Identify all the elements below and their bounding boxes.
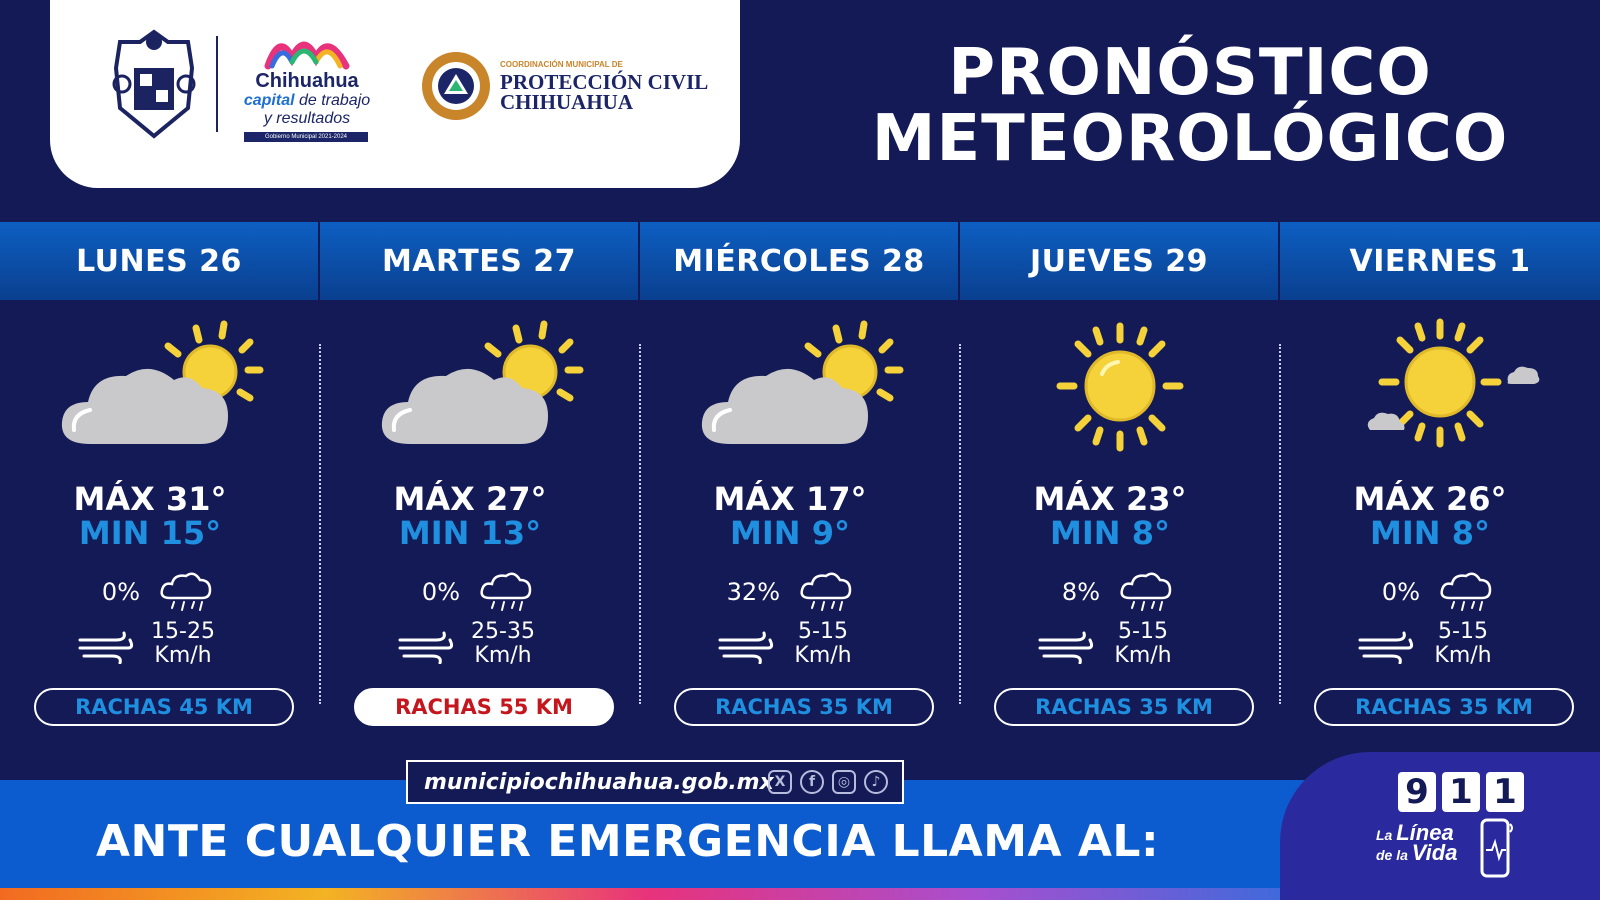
city-shield-icon	[108, 28, 200, 140]
rain-cloud-icon	[1118, 570, 1174, 614]
logo-card	[50, 0, 740, 188]
tag-dela: de la	[1376, 847, 1408, 863]
wind-speed	[1418, 620, 1508, 668]
max-temp: MÁX 17°	[713, 480, 867, 518]
gust-badge-alert: RACHAS 55 KM	[354, 688, 614, 726]
digit: 1	[1486, 772, 1524, 812]
tag-vida: Vida	[1411, 840, 1458, 865]
partly-cloudy-icon	[690, 318, 910, 458]
rainbow-stripe	[0, 888, 1300, 900]
wind-icon	[1358, 630, 1414, 664]
max-temp: MÁX 31°	[73, 480, 227, 518]
wind-unit: Km/h	[154, 643, 212, 668]
rain-row	[1350, 570, 1530, 620]
chihuahua-mark-icon	[262, 28, 352, 70]
wind-unit: Km/h	[474, 643, 532, 668]
x-icon[interactable]: X	[768, 770, 792, 794]
website-link[interactable]: municipiochihuahua.gob.mx	[424, 769, 774, 795]
wind-row	[78, 620, 278, 670]
forecast-column	[320, 300, 640, 740]
tagline-trabajo: de trabajo	[294, 92, 371, 109]
mostly-sunny-icon	[1330, 318, 1550, 458]
social-icons	[768, 770, 888, 794]
gust-badge: RACHAS 35 KM	[674, 688, 934, 726]
max-temp: MÁX 27°	[393, 480, 547, 518]
day-header: VIERNES 1	[1280, 222, 1600, 300]
tagline-capital: capital	[243, 92, 295, 109]
chihuahua-logo	[232, 28, 382, 146]
linea-vida-tag	[1376, 820, 1458, 865]
rain-probability: 8%	[1061, 578, 1100, 606]
forecast-column	[1280, 300, 1600, 740]
min-temp: MIN 8°	[1050, 514, 1170, 552]
proteccion-civil-line1: PROTECCIÓN CIVIL	[500, 70, 709, 94]
forecast-column	[960, 300, 1280, 740]
proteccion-civil-emblem-icon	[418, 48, 494, 124]
digit: 1	[1442, 772, 1480, 812]
wind-speed	[1098, 620, 1188, 668]
wind-unit: Km/h	[1434, 643, 1492, 668]
min-temp: MIN 8°	[1370, 514, 1490, 552]
sunny-icon	[1010, 318, 1230, 458]
tag-linea: Línea	[1396, 820, 1454, 845]
proteccion-civil-small: COORDINACIÓN MUNICIPAL DE	[500, 60, 623, 69]
max-temp: MÁX 23°	[1033, 480, 1187, 518]
logo-divider	[216, 36, 218, 132]
min-temp: MIN 13°	[398, 514, 542, 552]
title-line2: METEOROLÓGICO	[871, 102, 1509, 176]
wind-unit: Km/h	[1114, 643, 1172, 668]
wind-icon	[398, 630, 454, 664]
tagline-resultados: y resultados	[263, 110, 351, 127]
day-header: LUNES 26	[0, 222, 320, 300]
emergency-number	[1398, 772, 1524, 812]
chihuahua-logo-title: Chihuahua	[255, 70, 359, 92]
wind-icon	[1038, 630, 1094, 664]
proteccion-civil-line2: CHIHUAHUA	[500, 90, 634, 114]
wind-unit: Km/h	[794, 643, 852, 668]
title-line1: PRONÓSTICO	[948, 36, 1432, 110]
wind-icon	[718, 630, 774, 664]
rain-cloud-icon	[1438, 570, 1494, 614]
day-header-bar	[0, 222, 1600, 300]
wind-row	[718, 620, 918, 670]
partly-cloudy-icon	[50, 318, 270, 458]
rain-probability: 0%	[421, 578, 460, 606]
facebook-icon[interactable]: f	[800, 770, 824, 794]
day-header: MARTES 27	[320, 222, 640, 300]
gust-badge: RACHAS 35 KM	[1314, 688, 1574, 726]
chihuahua-logo-tagline	[232, 92, 382, 128]
proteccion-civil-logo	[418, 48, 708, 128]
wind-range: 15-25	[151, 619, 215, 644]
chihuahua-gov-label: Gobierno Municipal 2021-2024	[244, 132, 368, 142]
max-temp: MÁX 26°	[1353, 480, 1507, 518]
wind-icon	[78, 630, 134, 664]
wind-range: 25-35	[471, 619, 535, 644]
wind-row	[1038, 620, 1238, 670]
wind-speed	[138, 620, 228, 668]
digit: 9	[1398, 772, 1436, 812]
wind-row	[398, 620, 598, 670]
rain-cloud-icon	[478, 570, 534, 614]
gust-badge: RACHAS 35 KM	[994, 688, 1254, 726]
day-header: JUEVES 29	[960, 222, 1280, 300]
instagram-icon[interactable]: ◎	[832, 770, 856, 794]
rain-row	[70, 570, 250, 620]
phone-icon	[1476, 816, 1516, 882]
rain-row	[1030, 570, 1210, 620]
wind-range: 5-15	[798, 619, 848, 644]
partly-cloudy-icon	[370, 318, 590, 458]
rain-probability: 0%	[101, 578, 140, 606]
gust-badge: RACHAS 45 KM	[34, 688, 294, 726]
wind-speed	[458, 620, 548, 668]
tiktok-icon[interactable]: ♪	[864, 770, 888, 794]
wind-row	[1358, 620, 1558, 670]
wind-range: 5-15	[1438, 619, 1488, 644]
wind-range: 5-15	[1118, 619, 1168, 644]
rain-probability: 32%	[726, 578, 780, 606]
rain-row	[390, 570, 570, 620]
rain-probability: 0%	[1381, 578, 1420, 606]
rain-cloud-icon	[798, 570, 854, 614]
emergency-text: ANTE CUALQUIER EMERGENCIA LLAMA AL:	[96, 816, 1160, 867]
forecast-column	[0, 300, 320, 740]
rain-cloud-icon	[158, 570, 214, 614]
min-temp: MIN 9°	[730, 514, 850, 552]
rain-row	[710, 570, 890, 620]
emergency-911-badge	[1280, 752, 1600, 900]
forecast-columns	[0, 300, 1600, 740]
wind-speed	[778, 620, 868, 668]
tag-la: La	[1376, 827, 1393, 843]
forecast-column	[640, 300, 960, 740]
min-temp: MIN 15°	[78, 514, 222, 552]
website-box[interactable]	[406, 760, 904, 804]
day-header: MIÉRCOLES 28	[640, 222, 960, 300]
page-title	[780, 36, 1600, 176]
